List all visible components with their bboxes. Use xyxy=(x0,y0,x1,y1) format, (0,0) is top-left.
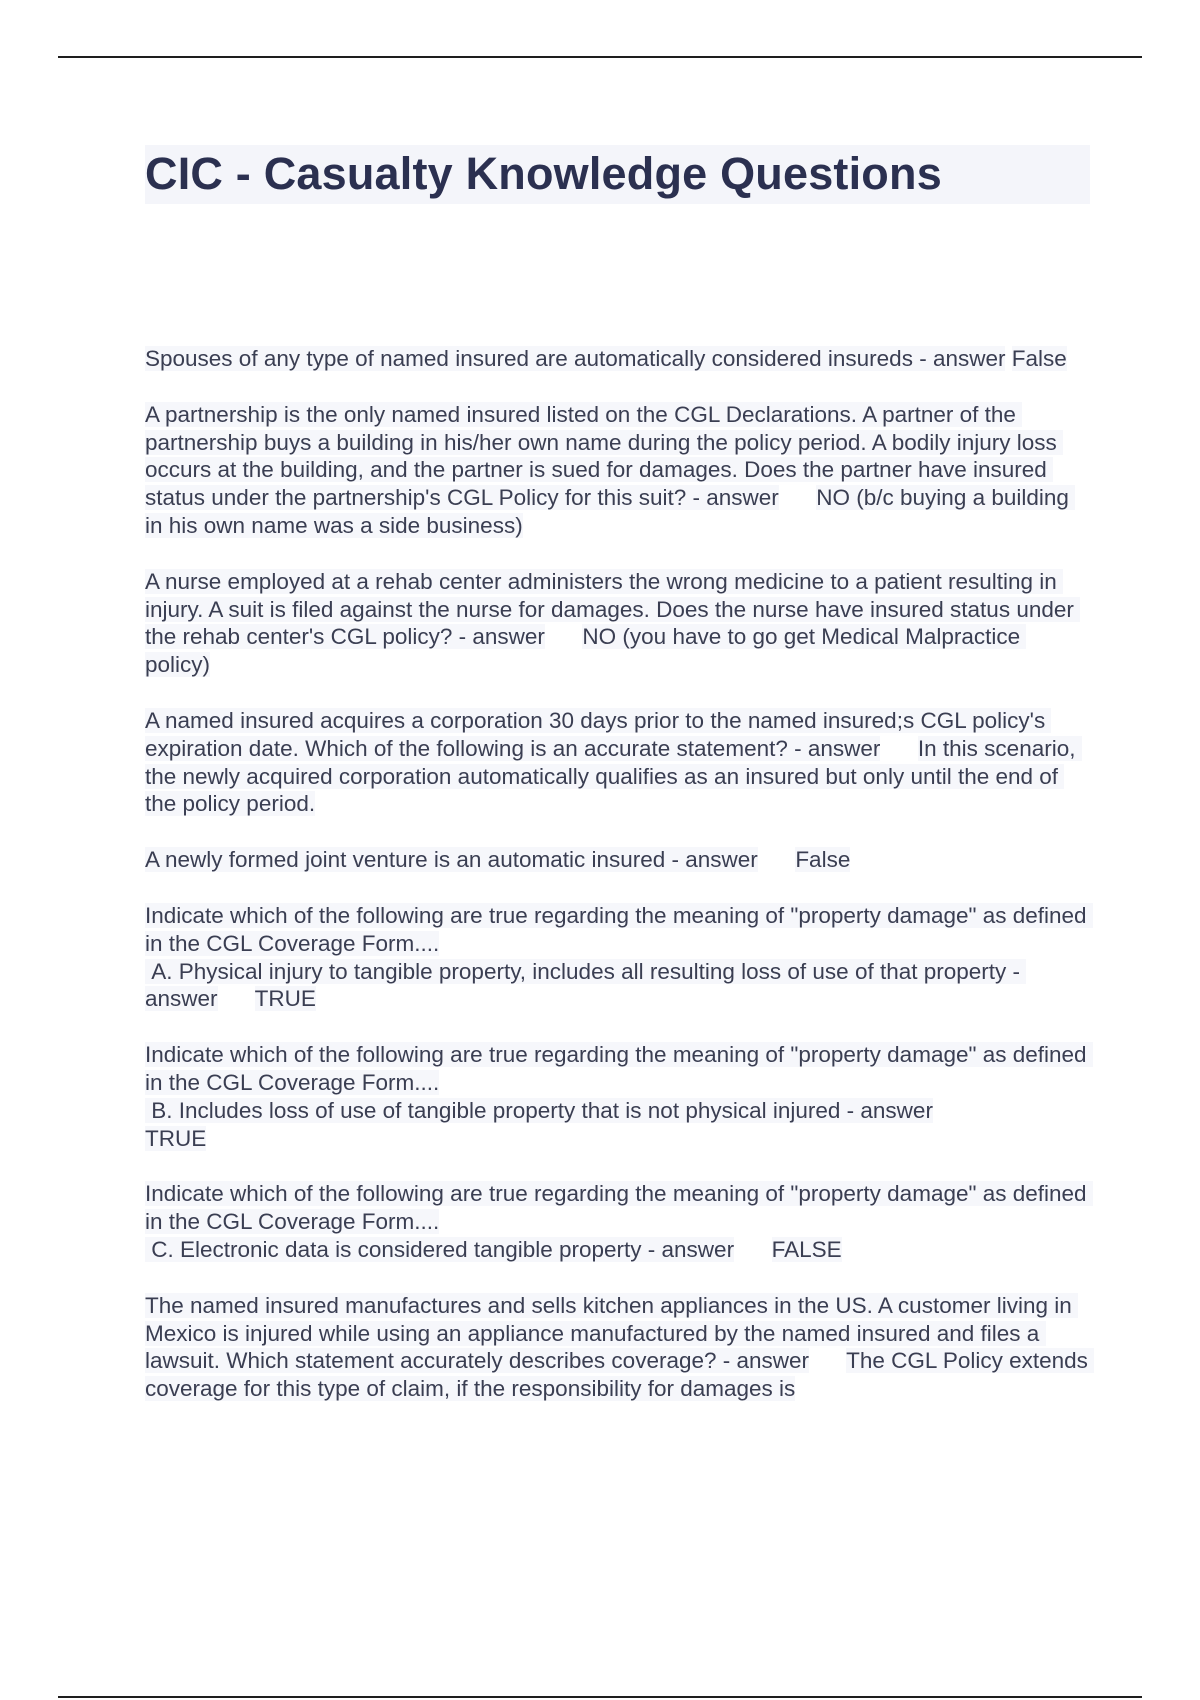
question-text: A partnership is the only named insured listed on the CGL Declarations. A partner of the partnership buys a building in his/her own name during the policy period. A bodily injury loss occurs at the building, and the partner is sued for damages. Does the partner have insured status under the partnership's CGL Policy for this suit? - answer xyxy=(145,401,1064,511)
question-text: A nurse employed at a rehab center administers the wrong medicine to a patient resulting in injury. A suit is filed against the nurse for damages. Does the nurse have insured status under the rehab center's CGL policy? - answer xyxy=(145,568,1081,650)
bottom-rule xyxy=(58,1696,1142,1698)
question-text: Indicate which of the following are true regarding the meaning of "property damage" as defined in the CGL Coverage Form.... C. Electronic data is considered tangible property - answer xyxy=(145,1181,1093,1262)
question-text: The named insured manufactures and sells kitchen appliances in the US. A customer living in Mexico is injured while using an appliance manufactured by the named insured and files a lawsuit. Which statement accurately describes coverage? - answer xyxy=(145,1292,1079,1374)
answer-text: TRUE xyxy=(254,986,316,1012)
qa-item xyxy=(145,401,1090,540)
answer-text: TRUE xyxy=(145,1125,207,1151)
answer-text: The CGL Policy extends coverage for this type of claim, if the responsibility for damages is xyxy=(145,1348,1095,1402)
qa-item xyxy=(145,846,1090,874)
qa-item xyxy=(145,1180,1090,1263)
top-rule xyxy=(58,56,1142,58)
qa-item xyxy=(145,1041,1090,1152)
document-title: CIC - Casualty Knowledge Questions xyxy=(145,145,1090,204)
question-text: A named insured acquires a corporation 30 days prior to the named insured;s CGL policy's expiration date. Which of the following is an accurate statement? - answer xyxy=(145,707,1052,761)
answer-text: In this scenario, the newly acquired corporation automatically qualifies as an insured but only until the end of the policy period. xyxy=(145,735,1082,817)
qa-item xyxy=(145,707,1090,818)
answer-text: NO (you have to go get Medical Malpractice policy) xyxy=(145,624,1027,678)
question-text: Indicate which of the following are true regarding the meaning of "property damage" as defined in the CGL Coverage Form.... A. Physical injury to tangible property, includes all resulting loss of use of that property - answer xyxy=(145,903,1093,1011)
answer-text: FALSE xyxy=(771,1236,842,1262)
qa-item xyxy=(145,568,1090,679)
qa-item xyxy=(145,345,1090,373)
qa-list xyxy=(145,345,1095,1403)
document-body xyxy=(145,145,1095,1431)
answer-text: NO (b/c buying a building in his own name was a side business) xyxy=(145,485,1076,538)
answer-text: False xyxy=(795,847,851,873)
qa-item xyxy=(145,902,1090,1013)
question-text: A newly formed joint venture is an automatic insured - answer xyxy=(145,847,758,873)
question-text: Spouses of any type of named insured are automatically considered insureds - answer xyxy=(145,346,1006,371)
question-text: Indicate which of the following are true regarding the meaning of "property damage" as defined in the CGL Coverage Form.... B. Includes loss of use of tangible property that is not physical injured - answer xyxy=(145,1042,1093,1123)
answer-text: False xyxy=(1011,346,1067,371)
qa-item xyxy=(145,1292,1095,1403)
